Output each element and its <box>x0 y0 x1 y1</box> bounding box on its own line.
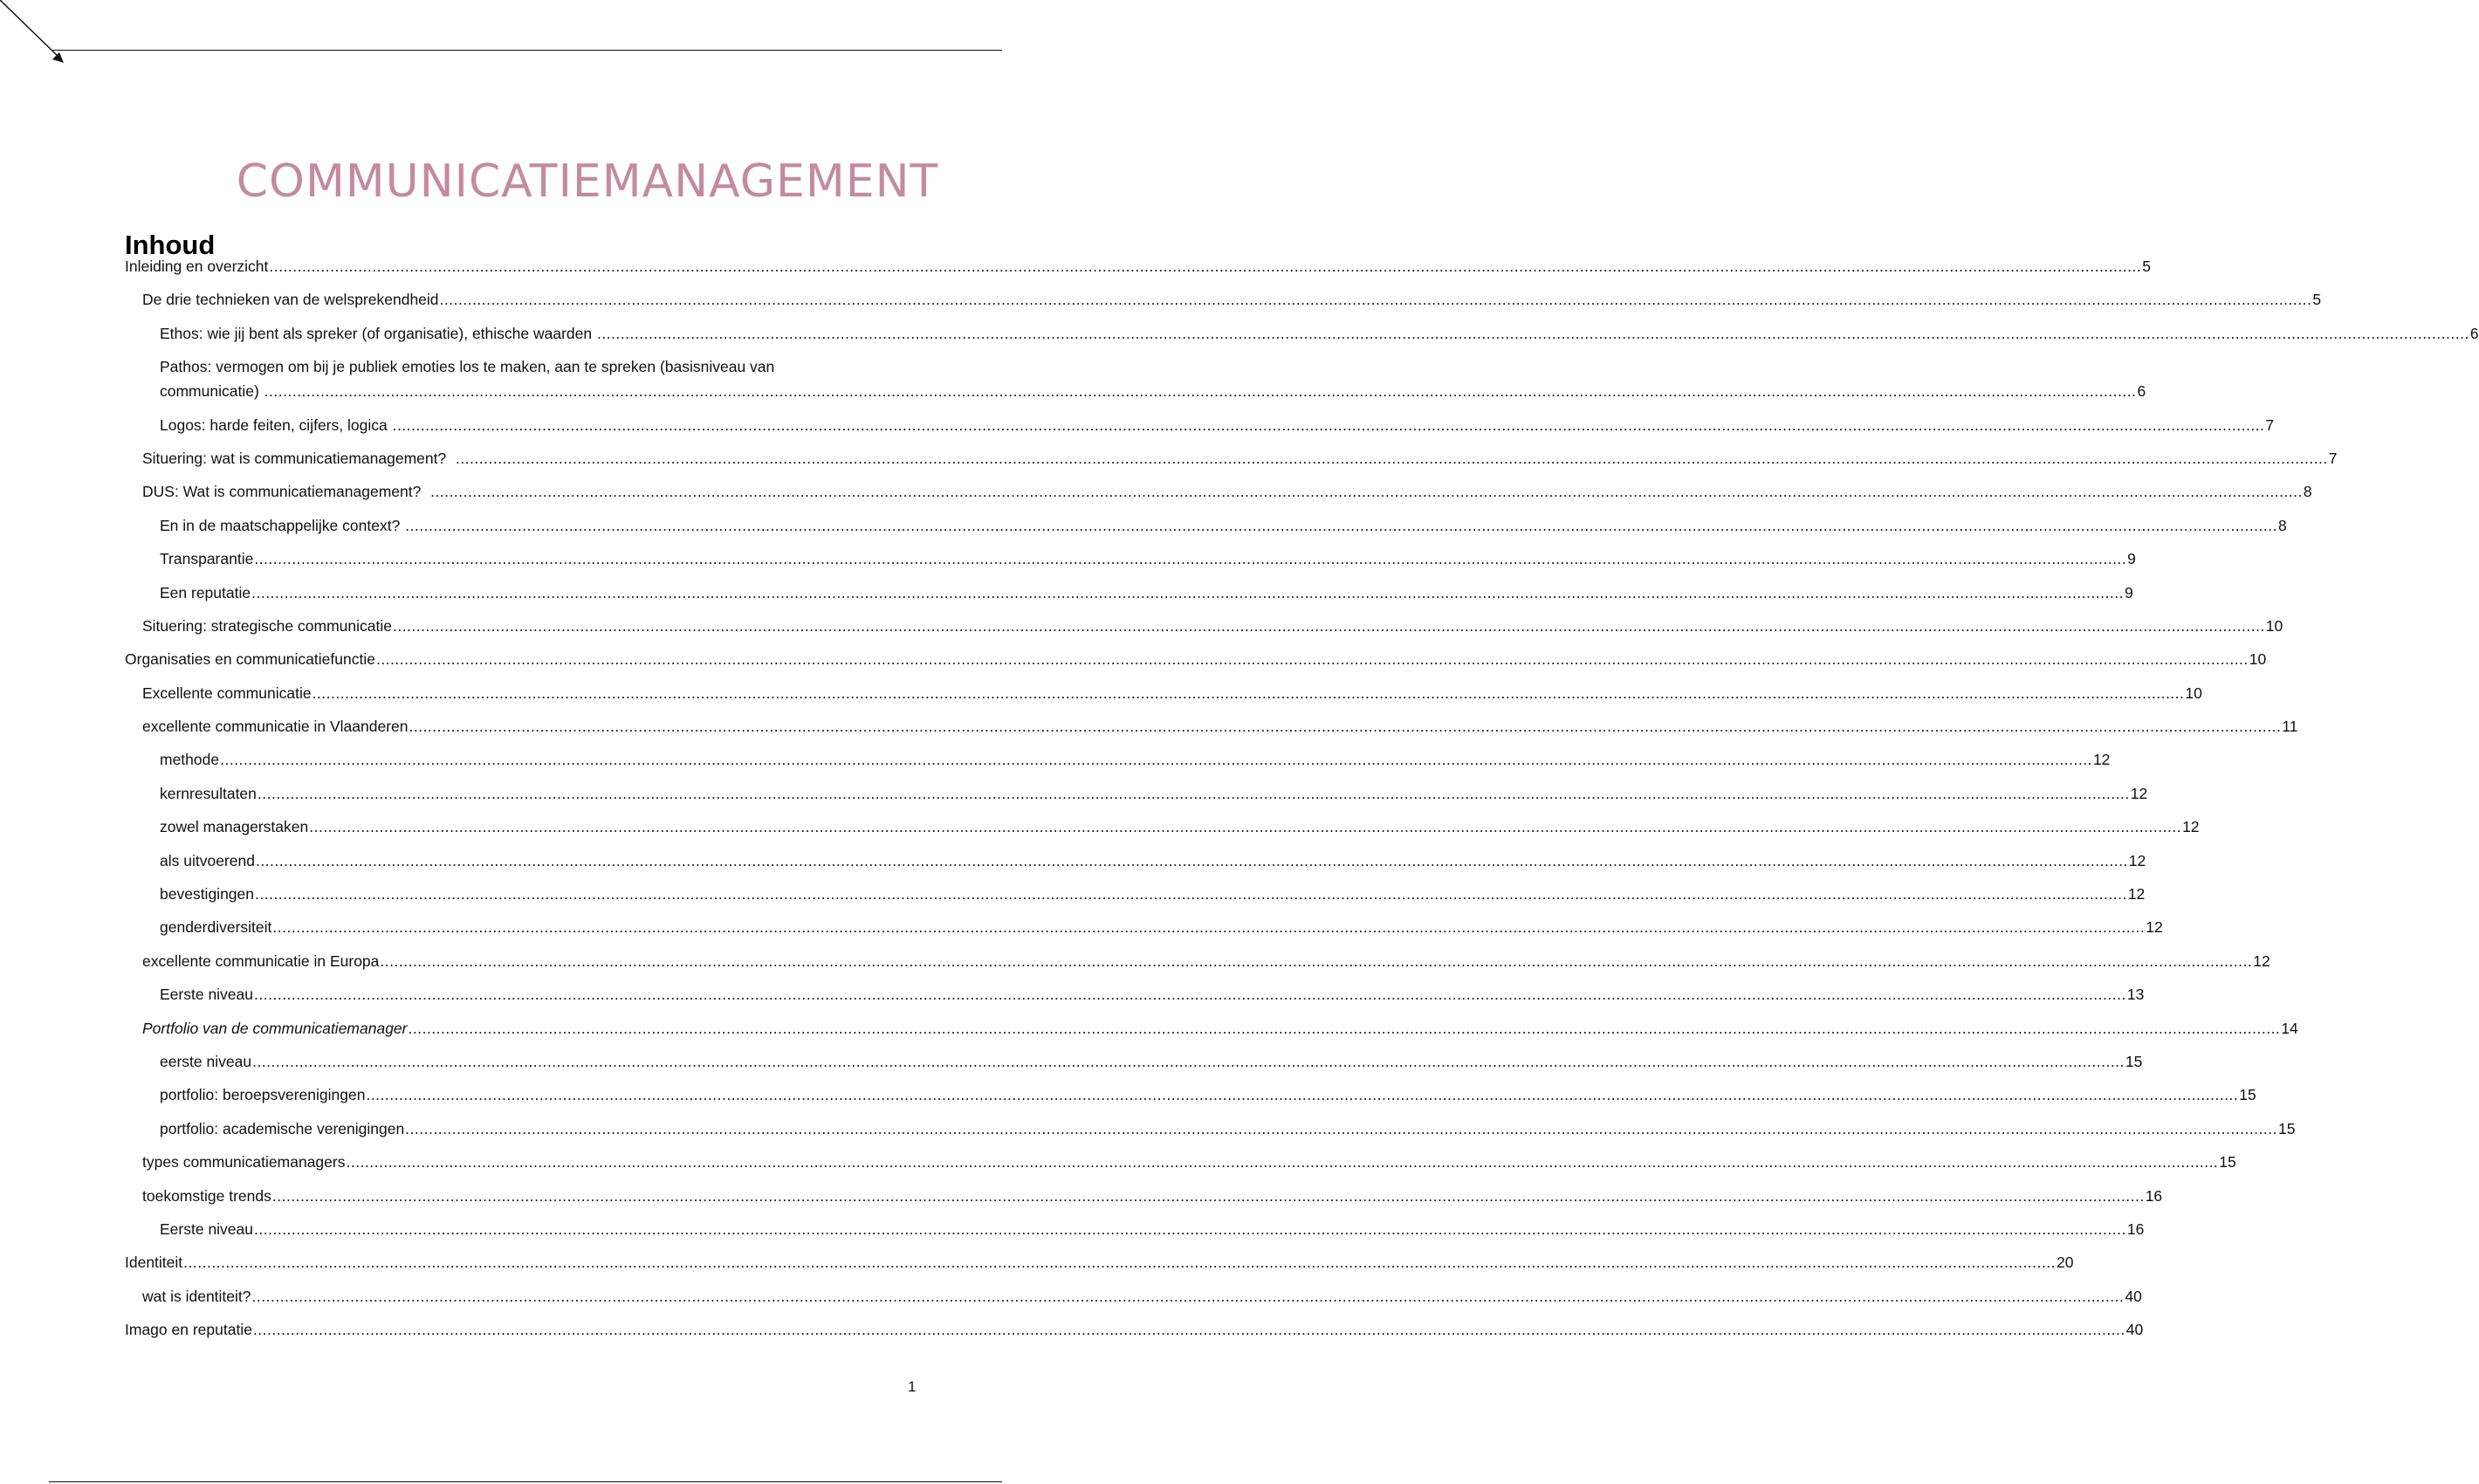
toc-entry-text: DUS: Wat is communicatiemanagement? <box>142 483 430 501</box>
toc-entry[interactable] <box>125 581 2133 605</box>
toc-dot-leader: ................................................................................................................................................................................................................................................................................................................................................................................................................ <box>255 851 2128 869</box>
toc-entry[interactable] <box>125 1217 2145 1241</box>
toc-dot-leader: ................................................................................................................................................................................................................................................................................................................................................................................................................ <box>392 616 2265 635</box>
toc-entry-text: eerste niveau <box>160 1052 252 1070</box>
toc-entry-text: Portfolio van de communicatiemanager <box>142 1019 408 1037</box>
toc-entry[interactable] <box>125 1150 2236 1174</box>
toc-entry[interactable] <box>125 1250 2074 1274</box>
toc-page-number: 7 <box>2265 416 2275 434</box>
toc-page-number: 16 <box>2145 1186 2163 1205</box>
toc-dot-leader: ................................................................................................................................................................................................................................................................................................................................................................................................................ <box>271 1186 2145 1205</box>
toc-dot-leader: ................................................................................................................................................................................................................................................................................................................................................................................................................ <box>405 1119 2277 1137</box>
toc-dot-leader: ................................................................................................................................................................................................................................................................................................................................................................................................................ <box>366 1086 2239 1104</box>
footer-rule <box>49 1481 1002 1482</box>
toc-entry[interactable] <box>125 915 2163 939</box>
toc-entry[interactable] <box>125 1184 2163 1208</box>
toc-entry[interactable] <box>125 781 2148 806</box>
toc-dot-leader: ................................................................................................................................................................................................................................................................................................................................................................................................................ <box>409 718 2282 736</box>
toc-page-number: 40 <box>2125 1321 2144 1339</box>
toc-page-number: 7 <box>2328 449 2338 467</box>
header-rule <box>52 50 1002 51</box>
toc-page-number: 10 <box>2185 684 2202 702</box>
toc-entry-text: wat is identiteit? <box>142 1287 251 1305</box>
toc-dot-leader: ................................................................................................................................................................................................................................................................................................................................................................................................................ <box>439 291 2312 309</box>
toc-dot-leader: ................................................................................................................................................................................................................................................................................................................................................................................................................ <box>375 650 2249 669</box>
toc-dot-leader: ................................................................................................................................................................................................................................................................................................................................................................................................................ <box>255 885 2127 903</box>
toc-dot-leader: ................................................................................................................................................................................................................................................................................................................................................................................................................ <box>252 1321 2125 1339</box>
toc-entry[interactable] <box>125 614 2283 638</box>
toc-page-number: 11 <box>2282 718 2298 736</box>
toc-entry[interactable] <box>125 513 2287 538</box>
toc-entry-text: Organisaties en communicatiefunctie <box>125 650 375 669</box>
toc-entry-text: Eerste niveau <box>160 986 254 1004</box>
toc-dot-leader: ................................................................................................................................................................................................................................................................................................................................................................................................................ <box>252 1052 2125 1070</box>
toc-page-number: 15 <box>2125 1052 2143 1070</box>
table-of-contents <box>125 254 2479 1351</box>
toc-entry[interactable] <box>125 714 2298 739</box>
toc-entry-text: genderdiversiteit <box>160 918 272 937</box>
toc-page-number: 6 <box>2469 324 2479 342</box>
toc-entry[interactable] <box>125 949 2270 973</box>
toc-page-number: 14 <box>2281 1019 2298 1037</box>
toc-entry-text: Imago en reputatie <box>125 1321 252 1339</box>
toc-page-number: 12 <box>2127 885 2146 903</box>
toc-entry-text: zowel managerstaken <box>160 818 309 836</box>
document-title: COMMUNICATIEMANAGEMENT <box>236 155 939 208</box>
toc-entry-text: Logos: harde feiten, cijfers, logica <box>160 416 392 434</box>
toc-entry-text: portfolio: academische verenigingen <box>160 1119 405 1137</box>
page-number: 1 <box>908 1378 917 1395</box>
toc-entry[interactable] <box>125 321 2479 346</box>
toc-dot-leader: ................................................................................................................................................................................................................................................................................................................................................................................................................ <box>264 382 2137 401</box>
toc-entry-text: kernresultaten <box>160 784 257 802</box>
toc-page-number: 5 <box>2142 258 2151 275</box>
corner-arrow-icon <box>0 0 70 70</box>
toc-heading: Inhoud <box>125 229 216 260</box>
toc-page-number: 13 <box>2126 986 2145 1004</box>
toc-entry[interactable] <box>125 1317 2144 1342</box>
toc-entry[interactable] <box>125 254 2151 278</box>
toc-entry-text: Inleiding en overzicht <box>125 258 269 275</box>
toc-page-number: 15 <box>2219 1153 2236 1171</box>
toc-page-number: 8 <box>2278 516 2287 534</box>
toc-entry-text: toekomstige trends <box>142 1186 271 1205</box>
toc-entry-text: Eerste niveau <box>160 1219 254 1238</box>
toc-entry[interactable] <box>125 1016 2298 1041</box>
toc-page-number: 12 <box>2130 784 2148 802</box>
toc-entry[interactable] <box>125 814 2200 839</box>
toc-dot-leader: ................................................................................................................................................................................................................................................................................................................................................................................................................ <box>430 483 2303 501</box>
toc-dot-leader: ................................................................................................................................................................................................................................................................................................................................................................................................................ <box>346 1153 2219 1171</box>
toc-page-number: 10 <box>2249 650 2267 669</box>
toc-entry[interactable] <box>125 681 2202 705</box>
toc-page-number: 8 <box>2303 483 2312 501</box>
toc-entry-text: De drie technieken van de welsprekendheid <box>142 291 439 309</box>
toc-dot-leader: ................................................................................................................................................................................................................................................................................................................................................................................................................ <box>596 324 2469 342</box>
toc-dot-leader: ................................................................................................................................................................................................................................................................................................................................................................................................................ <box>455 449 2328 467</box>
toc-entry-text: communicatie) <box>160 382 264 401</box>
toc-dot-leader: ................................................................................................................................................................................................................................................................................................................................................................................................................ <box>380 952 2253 970</box>
toc-entry-text: types communicatiemanagers <box>142 1153 346 1171</box>
toc-entry[interactable] <box>125 1284 2142 1309</box>
toc-entry[interactable] <box>125 446 2338 471</box>
toc-entry-text: Transparantie <box>160 550 254 568</box>
toc-page-number: 15 <box>2278 1119 2296 1137</box>
toc-entry-text: Situering: strategische communicatie <box>142 616 392 635</box>
toc-page-number: 12 <box>2253 952 2270 970</box>
toc-entry-text: methode <box>160 751 220 769</box>
toc-page-number: 9 <box>2124 583 2133 601</box>
toc-entry[interactable] <box>125 1082 2256 1107</box>
toc-entry-text: En in de maatschappelijke context? <box>160 516 405 534</box>
toc-entry-text: als uitvoerend <box>160 851 255 869</box>
toc-entry[interactable] <box>125 1116 2296 1141</box>
toc-entry[interactable] <box>125 1049 2143 1074</box>
toc-dot-leader: ................................................................................................................................................................................................................................................................................................................................................................................................................ <box>405 516 2277 534</box>
toc-page-number: 12 <box>2092 751 2111 769</box>
toc-dot-leader: ................................................................................................................................................................................................................................................................................................................................................................................................................ <box>392 416 2265 434</box>
toc-page-number: 10 <box>2265 616 2283 635</box>
toc-dot-leader: ................................................................................................................................................................................................................................................................................................................................................................................................................ <box>269 258 2142 275</box>
toc-dot-leader: ................................................................................................................................................................................................................................................................................................................................................................................................................ <box>309 818 2182 836</box>
toc-page-number: 5 <box>2312 291 2322 309</box>
toc-page-number: 20 <box>2056 1254 2074 1272</box>
toc-entry[interactable] <box>125 287 2322 312</box>
toc-dot-leader: ................................................................................................................................................................................................................................................................................................................................................................................................................ <box>254 986 2126 1004</box>
toc-entry[interactable] <box>125 982 2145 1007</box>
toc-dot-leader: ................................................................................................................................................................................................................................................................................................................................................................................................................ <box>312 684 2185 702</box>
toc-entry-text: Excellente communicatie <box>142 684 312 702</box>
toc-page-number: 12 <box>2128 851 2146 869</box>
toc-page-number: 12 <box>2182 818 2200 836</box>
toc-page-number: 12 <box>2146 918 2163 937</box>
toc-entry[interactable] <box>125 647 2267 671</box>
toc-entry[interactable] <box>125 882 2146 906</box>
toc-entry-text: excellente communicatie in Vlaanderen <box>142 718 409 736</box>
toc-page-number: 16 <box>2126 1219 2145 1238</box>
toc-entry-text: Situering: wat is communicatiemanagement? <box>142 449 455 467</box>
toc-entry[interactable] <box>125 848 2146 873</box>
toc-page-number: 15 <box>2239 1086 2256 1104</box>
toc-dot-leader: ................................................................................................................................................................................................................................................................................................................................................................................................................ <box>183 1254 2056 1272</box>
toc-dot-leader: ................................................................................................................................................................................................................................................................................................................................................................................................................ <box>251 1287 2125 1305</box>
toc-dot-leader: ................................................................................................................................................................................................................................................................................................................................................................................................................ <box>254 1219 2126 1238</box>
toc-dot-leader: ................................................................................................................................................................................................................................................................................................................................................................................................................ <box>220 751 2092 769</box>
toc-entry-text: excellente communicatie in Europa <box>142 952 380 970</box>
toc-page-number: 40 <box>2125 1287 2142 1305</box>
toc-dot-leader: ................................................................................................................................................................................................................................................................................................................................................................................................................ <box>257 784 2130 802</box>
toc-entry[interactable] <box>125 354 2146 403</box>
toc-entry-text: portfolio: beroepsverenigingen <box>160 1086 366 1104</box>
toc-entry-text: Ethos: wie jij bent als spreker (of organisatie), ethische waarden <box>160 324 596 342</box>
toc-entry[interactable] <box>125 747 2111 772</box>
toc-entry-text-line1: Pathos: vermogen om bij je publiek emoties los te maken, aan te spreken (basisniveau van <box>160 358 775 376</box>
toc-page-number: 9 <box>2127 550 2136 568</box>
toc-entry[interactable] <box>125 413 2275 437</box>
toc-entry-text: Een reputatie <box>160 583 251 601</box>
toc-dot-leader: ................................................................................................................................................................................................................................................................................................................................................................................................................ <box>251 583 2124 601</box>
toc-entry[interactable] <box>125 546 2136 571</box>
toc-dot-leader: ................................................................................................................................................................................................................................................................................................................................................................................................................ <box>272 918 2146 937</box>
toc-page-number: 6 <box>2137 382 2146 401</box>
toc-entry-text: bevestigingen <box>160 885 254 903</box>
toc-entry-text: Identiteit <box>125 1254 183 1272</box>
toc-entry[interactable] <box>125 479 2312 504</box>
toc-dot-leader: ................................................................................................................................................................................................................................................................................................................................................................................................................ <box>408 1019 2281 1037</box>
toc-dot-leader: ................................................................................................................................................................................................................................................................................................................................................................................................................ <box>254 550 2127 568</box>
